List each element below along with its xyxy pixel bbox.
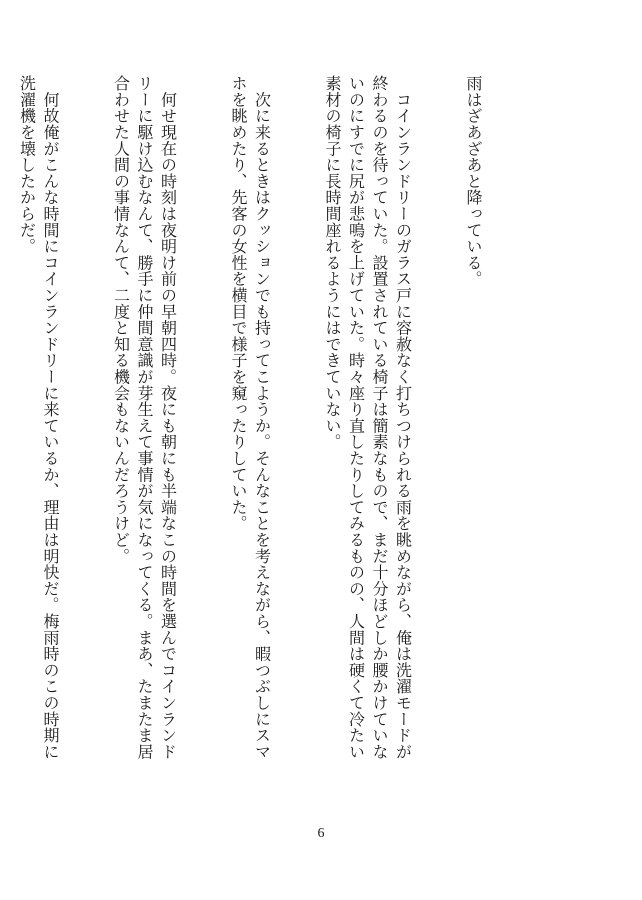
paragraph: コインランドリーのガラス戸に容赦なく打ちつけられる雨を眺めながら、俺は洗濯モードが終わるのを待っていた。設置されている椅子は簡素なもので、まだ十分ほどしか腰かけていないのにすでに尻が悲鳴を上げていた。時々座り直したりしてみるものの、人間は硬くて冷たい素材の椅子に長時間座れるようにはできていない。 xyxy=(323,75,413,760)
paragraph: 何故俺がこんな時間にコインランドリーに来ているか、理由は明快だ。梅雨時のこの時期に洗濯機を壊したからだ。 xyxy=(17,75,60,760)
vertical-text-body xyxy=(0,75,532,775)
page-number: 6 xyxy=(317,826,325,841)
paragraph: 何せ現在の時刻は夜明け前の早朝四時。夜にも朝にも半端なこの時間を選んでコインランドリーに駆け込むなんて、勝手に仲間意識が芽生えて事情が気になってくる。まあ、たまたま居合わせた人間の事情なんて、二度と知る機会もないんだろうけど。 xyxy=(111,75,178,760)
paragraph: 次に来るときはクッションでも持ってこようか。そんなことを考えながら、暇つぶしにスマホを眺めたり、先客の女性を横目で様子を窺ったりしていた。 xyxy=(229,75,272,760)
paragraph: 雨はざあざあと降っている。 xyxy=(464,75,483,287)
